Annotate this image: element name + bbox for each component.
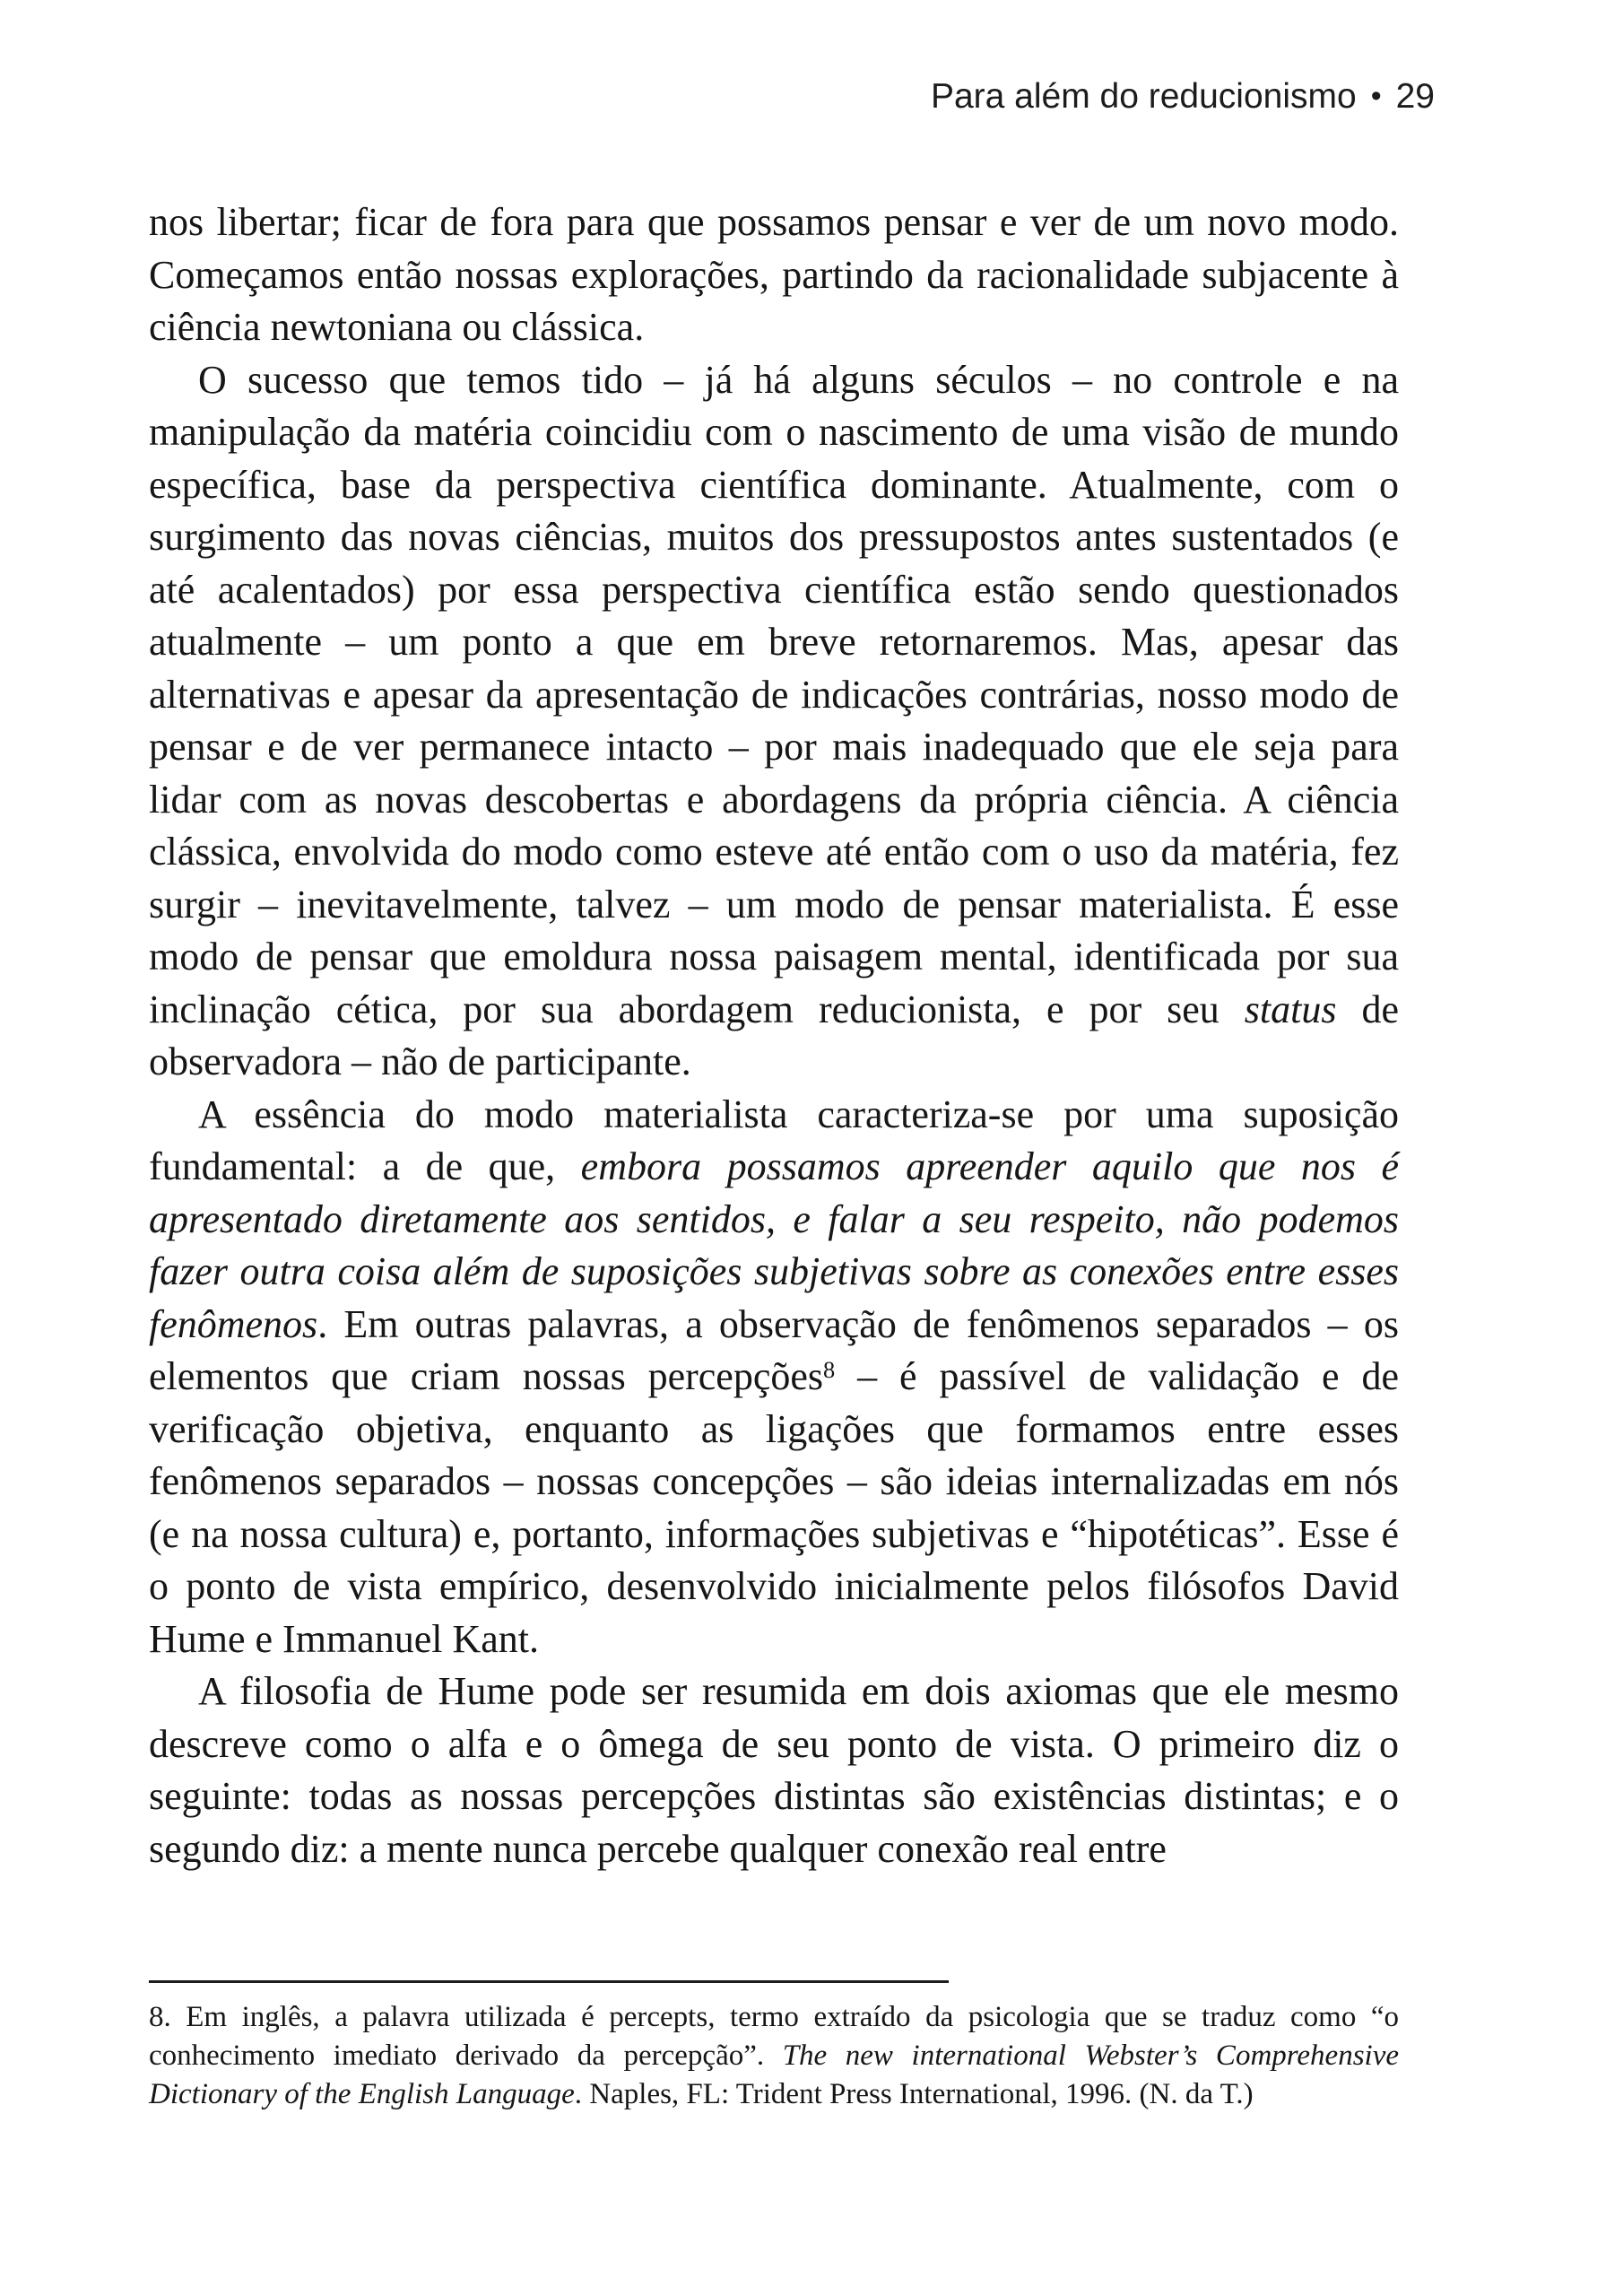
footnote-separator [149, 1980, 949, 1983]
body-text-block [149, 196, 1399, 1875]
page-header [149, 77, 1435, 117]
paragraph-2: O sucesso que temos tido – já há alguns séculos – no controle e na manipulação da matéria coincidiu com o nascimento de uma visão de mundo específica, base da perspectiva científica dominante. Atualmente, com o surgimento das novas ciências, muitos dos pressupostos antes sustentados (e até acalentados) por essa perspectiva científica estão sendo questionados atualmente – um ponto a que em breve retornaremos. Mas, apesar das alternativas e apesar da apresentação de indicações contrárias, nosso modo de pensar e de ver permanece intacto – por mais inadequado que ele seja para lidar com as novas descobertas e abordagens da própria ciência. A ciência clássica, envolvida do modo como esteve até então com o uso da matéria, fez surgir – inevitavelmente, talvez – um modo de pensar materialista. É esse modo de pensar que emoldura nossa paisagem mental, identificada por sua inclinação cética, por sua abordagem reducionista, e por seu status de observadora – não de participante. [149, 357, 1400, 1083]
paragraph-3: A essência do modo materialista caracteriza-se por uma suposição fundamental: a de que, embora possamos apreender aquilo que nos é apresentado diretamente aos sentidos, e falar a seu respeito, não podemos fazer outra coisa além de suposições subjetivas sobre as conexões entre esses fenômenos. Em outras palavras, a observação de fenômenos separados – os elementos que criam nossas percepções$^8$ – é passível de validação e de verificação objetiva, enquanto as ligações que formamos entre esses fenômenos separados – nossas concepções – são ideias internalizadas em nós (e na nossa cultura) e, portanto, informações subjetivas e “hipotéticas”. Esse é o ponto de vista empírico, desenvolvido inicialmente pelos filósofos David Hume e Immanuel Kant. [149, 1091, 1399, 1661]
footnote-area [149, 1998, 1399, 2114]
page-number: 29 [1395, 77, 1435, 116]
running-head-title: Para além do reducionismo [930, 77, 1357, 116]
paragraph-4: A filosofia de Hume pode ser resumida em dois axiomas que ele mesmo descreve como o alfa e o ômega de seu ponto de vista. O primeiro diz o seguinte: todas as nossas percepções distintas são existências distintas; e o segundo diz: a mente nunca percebe qualquer conexão real entre [149, 1669, 1399, 1871]
footnote-text: 8. Em inglês, a palavra utilizada é percepts, termo extraído da psicologia que se traduz como “o conhecimento imediato derivado da percepção”. The new international Webster’s Comprehensive Dictionary of the English Language. Naples, FL: Trident Press International, 1996. (N. da T.) [149, 2001, 1399, 2110]
paragraph-1: nos libertar; ficar de fora para que possamos pensar e ver de um novo modo. Começamos então nossas explorações, partindo da racionalidade subjacente à ciência newtoniana ou clássica. [149, 200, 1399, 349]
bullet-separator-icon: • [1370, 79, 1382, 113]
